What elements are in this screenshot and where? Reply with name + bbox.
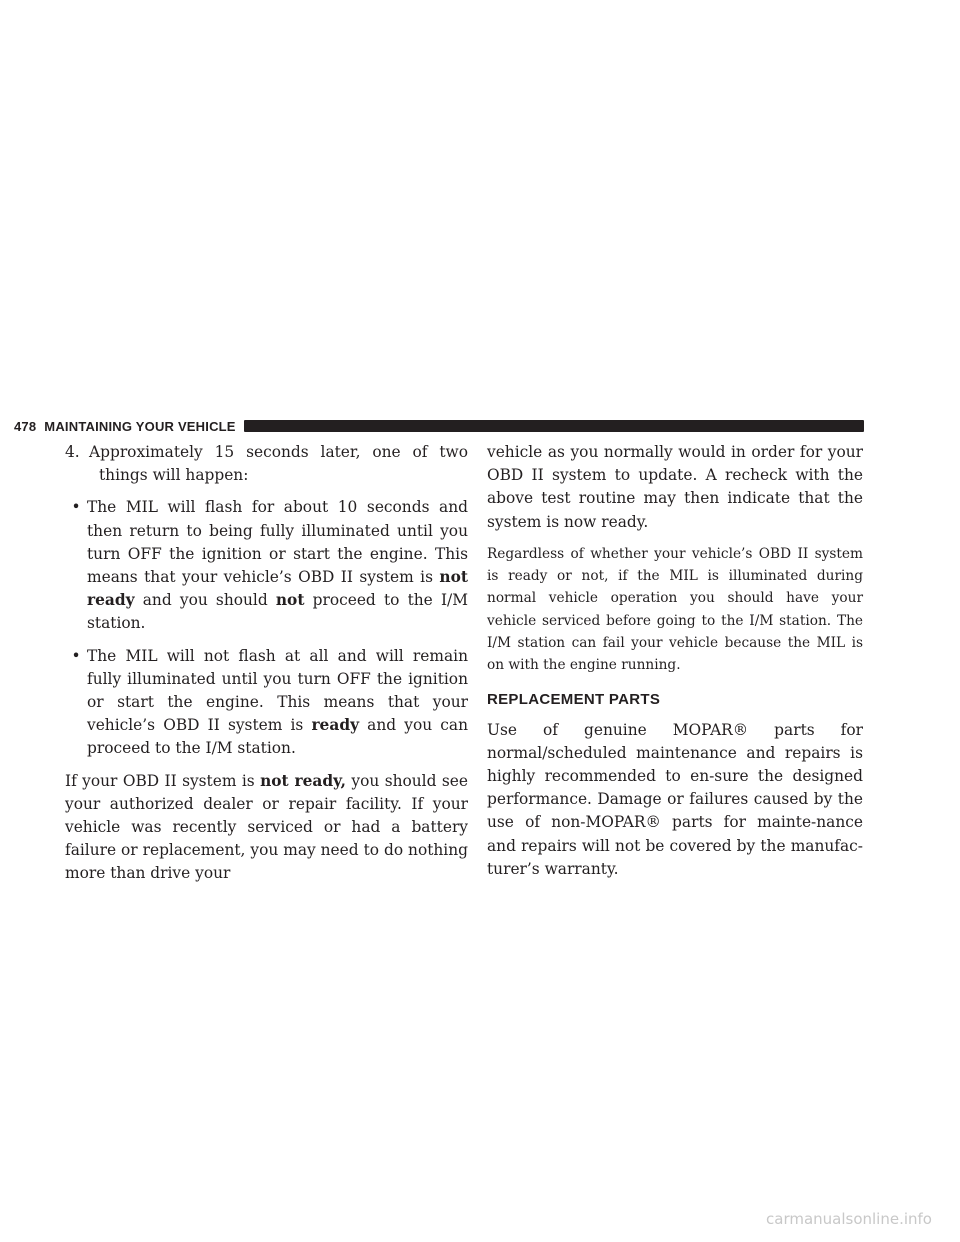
section-title: MAINTAINING YOUR VEHICLE — [44, 418, 236, 434]
bold-ready: ready — [311, 716, 360, 735]
bullet-marker: • — [71, 646, 81, 665]
bullet-text-part: and you can proceed to the I/M station. — [87, 716, 468, 758]
bullet-text-part: The MIL will not flash at all and will remain fully illuminated until you turn OFF the ignition or start the engine. This means that your vehicle’s OBD II system is — [87, 646, 468, 735]
bullet-text — [87, 496, 468, 635]
step-number: 4. — [65, 443, 80, 461]
bold-not-ready: not ready, — [260, 771, 346, 790]
left-column — [65, 441, 468, 895]
not-ready-paragraph — [65, 770, 468, 886]
bold-not-ready: not ready — [87, 568, 468, 610]
bullet-text-part: The MIL will flash for about 10 seconds and then return to being fully illuminated until you turn OFF the ignition or start the engine. This means that your vehicle’s OBD II system is — [87, 498, 468, 587]
watermark: carmanualsonline.info — [766, 1210, 932, 1228]
replacement-parts-heading: REPLACEMENT PARTS — [487, 690, 661, 708]
bullet-text-part: proceed to the I/M station. — [87, 591, 468, 633]
paragraph-text-part: you should see your authorized dealer or repair facility. If your vehicle was recently serviced or had a battery failure or replacement, you may need to do nothing more than drive your — [65, 771, 468, 883]
replacement-parts-body: Use of genuine MOPAR® parts for normal/scheduled maintenance and repairs is highly recommended to en-sure the designed performance. Damage or failures caused by the use of non-MOPAR® parts for mainte-nance and repairs will not be covered by the manufac-turer’s warranty. — [487, 720, 863, 878]
page-header — [14, 416, 864, 436]
step-text: Approximately 15 seconds later, one of two things will happen: — [89, 443, 468, 485]
bullet-item-not-ready — [65, 496, 468, 635]
right-column — [487, 441, 863, 890]
paragraph-text-part: If your OBD II system is — [65, 771, 261, 790]
continuation-paragraph: vehicle as you normally would in order for your OBD II system to update. A recheck with the above test routine may then indicate that the system is now ready. — [487, 443, 863, 531]
note-paragraph: Regardless of whether your vehicle’s OBD II system is ready or not, if the MIL is illuminated during normal vehicle operation you should have your vehicle serviced before going to the I/M station. The I/M station can fail your vehicle because the MIL is on with the engine running. — [487, 545, 863, 674]
bold-not: not — [275, 591, 305, 610]
page-number: 478 — [14, 418, 37, 434]
header-rule — [244, 420, 864, 432]
bullet-text — [87, 645, 468, 761]
bullet-marker: • — [71, 498, 81, 517]
bullet-text-part: and you should — [134, 591, 276, 610]
step-4 — [65, 441, 468, 487]
bullet-item-ready — [65, 645, 468, 761]
